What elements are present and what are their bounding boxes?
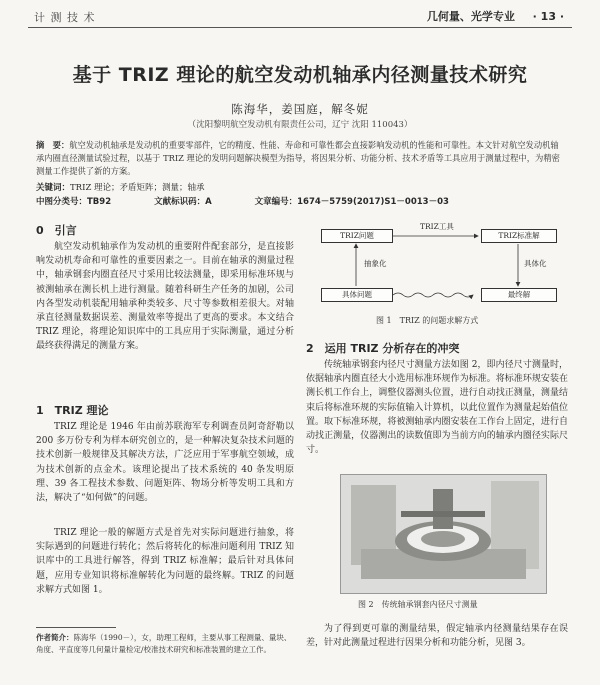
box-final-solution: 最终解: [481, 288, 557, 302]
measuring-machine-illustration: [341, 475, 546, 593]
arrow-wavy: [393, 293, 473, 297]
figure-2-photo: [340, 474, 547, 594]
section-0-heading: 0 引言: [36, 224, 77, 237]
box-triz-problem: TRIZ问题: [321, 229, 393, 243]
section-name: 几何量、光学专业: [426, 10, 515, 23]
clc-number: 中图分类号：TB92: [36, 197, 112, 207]
header-rule: [28, 27, 572, 28]
section-2-paragraph-2: 为了得到更可靠的测量结果，假定轴承内径测量结果存在误差，针对此测量过程进行因果分析和功能分析，见图 3。: [306, 624, 568, 649]
footnote-rule: [36, 627, 116, 628]
section-1-heading: 1 TRIZ 理论: [36, 404, 109, 417]
page-number: · 13 ·: [532, 10, 564, 23]
classification-line: [36, 195, 576, 207]
label-triz-tool: TRIZ工具: [420, 222, 454, 231]
journal-name: 计 测 技 术: [34, 11, 96, 24]
affiliation: （沈阳黎明航空发动机有限责任公司，辽宁 沈阳 110043）: [187, 120, 413, 130]
abstract-label: 摘 要：: [36, 140, 70, 150]
box-triz-standard-solution: TRIZ标准解: [481, 229, 557, 243]
paper-title: 基于 TRIZ 理论的航空发动机轴承内径测量技术研究: [72, 64, 528, 86]
section-1-paragraph-2: TRIZ 理论一般的解题方式是首先对实际问题进行抽象，将实际遇到的问题进行转化；然后将转化的标准问题利用 TRIZ 知识库中的工具进行解答，得到 TRIZ 标准解；最后针对具体问题，应用专业知识将标准解转化为问题的最终解。TRIZ 的问题求解方式如图 1。: [36, 528, 294, 595]
footnote-label: 作者简介：: [36, 633, 74, 642]
article-number: 文章编号：1674－5759(2017)S1－0013－03: [254, 197, 449, 207]
keywords-label: 关键词：: [36, 183, 71, 193]
label-concretization: 具体化: [524, 259, 547, 268]
box-specific-problem: 具体问题: [321, 288, 393, 302]
section-2-paragraph-1: 传统轴承钢套内径尺寸测量方法如图 2，即内径尺寸测量时，依据轴承内圈直径大小选用标准环规作为标准。将标准环规安装在测长机工作台上，调整仪器测头位置，进行自动找正测量，测量结束后将标准环规的实际值输入计算机，以此位置作为测量起始值位置。取下标准环规，将被测轴承内圈安装在工作台上固定，进行自动找正测量，仪器测出的读数值即为当前方向的轴承内圈径实际尺寸。: [306, 360, 568, 456]
abstract-text: 航空发动机轴承是发动机的重要零部件，它的精度、性能、寿命和可靠性都会直接影响发动机的性能和可靠性。本文针对航空发动机轴承内圈直径测量试验过程，以基于 TRIZ 理论的发明问题解决模型为指导，将因果分析、功能分析、技术矛盾等工具应用于测量过程中，为精密测量工作提供了新的方案。: [36, 140, 560, 176]
section-0-text: 航空发动机轴承作为发动机的重要附件配套部分，是直接影响发动机寿命和可靠性的重要因素之一。目前在轴承的测量过程中，轴承钢套内圈直径尺寸采用比较法测量，即采用标准环规与被测轴承在测长机上进行测量。随着科研生产任务的加剧，公司内各型发动机装配用轴承种类较多、尺寸等参数相差很大。对轴承直径测量数据误差、测量效率等提出了更高的要求。本文结合 TRIZ 理论，将理论知识库中的工具应用于实际测量，通过分析最终获得满足的测量方案。: [36, 242, 294, 352]
section-and-page: [427, 8, 564, 24]
figure-1-diagram: [318, 218, 573, 310]
keywords: [36, 181, 205, 193]
running-header: [0, 0, 600, 26]
figure-2-caption: 图 2 传统轴承钢套内径尺寸测量: [358, 600, 478, 609]
footnote-text: 陈海华（1990－），女，助理工程师，主要从事工程测量、量块、角度、平直度等几何量计量检定/校准技术研究和标准装置的建立工作。: [36, 633, 292, 654]
document-code: 文献标识码：A: [154, 197, 212, 207]
abstract: [36, 139, 566, 178]
label-abstraction: 抽象化: [364, 259, 387, 268]
author-footnote: [36, 632, 294, 656]
keywords-text: TRIZ 理论；矛盾矩阵；测量；轴承: [70, 183, 205, 193]
section-2-heading: 2 运用 TRIZ 分析存在的冲突: [306, 342, 460, 355]
section-1-paragraph-1: TRIZ 理论是 1946 年由前苏联海军专利调查员阿奇舒勒以 200 多万份专利为样本研究创立的，是一种解决复杂技术问题的技术创新一般规律及其解决方法，广泛应用于军事航空领域，成为技术创新的点金术。该理论提出了技术系统的 40 条发明原理、39 各工程技术参数、问题矩阵、物场分析等发明工具和方法，解决了“如何做”的问题。: [36, 422, 294, 504]
authors: 陈海华，姜国庭，解冬妮: [231, 102, 369, 116]
figure-1-caption: 图 1 TRIZ 的问题求解方式: [376, 316, 479, 325]
